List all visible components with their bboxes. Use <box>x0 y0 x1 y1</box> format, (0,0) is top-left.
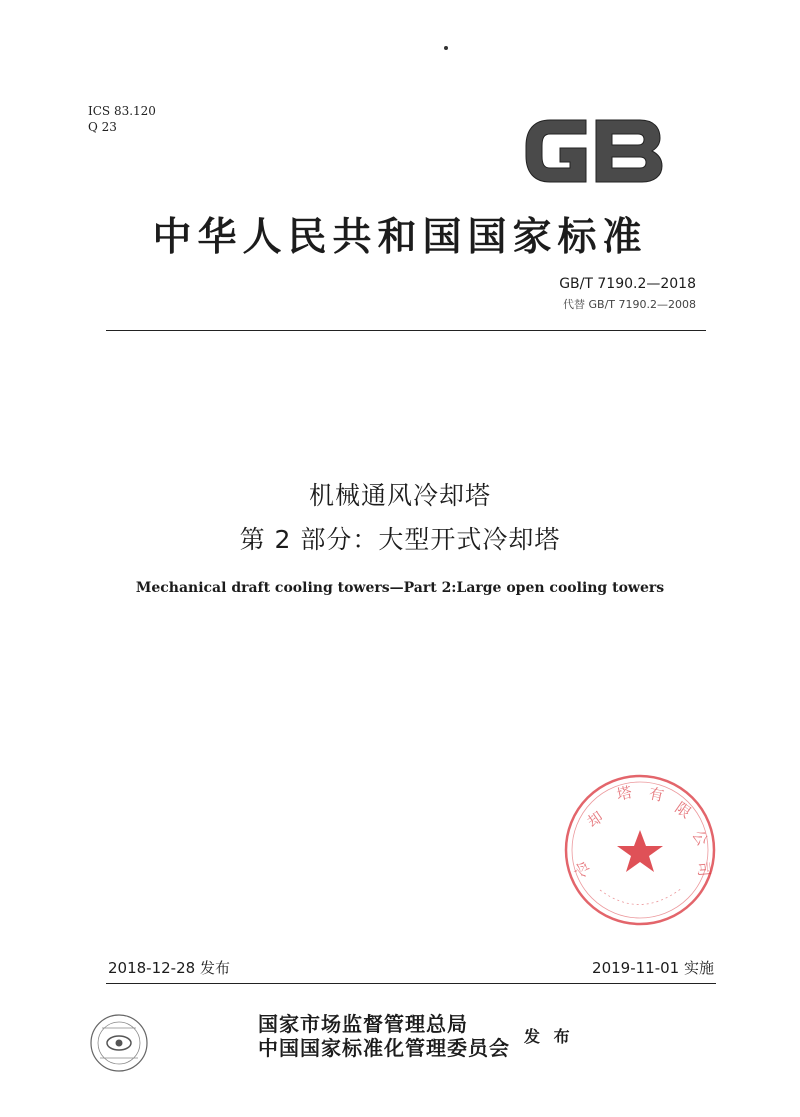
company-seal-stamp <box>560 770 720 930</box>
ccs-code: Q 23 <box>88 120 117 134</box>
svg-text:限: 限 <box>671 798 695 822</box>
title-line-1: 机械通风冷却塔 <box>308 481 491 510</box>
svg-text:塔: 塔 <box>615 783 634 804</box>
english-title: Mechanical draft cooling towers—Part 2:Large open cooling towers <box>135 580 665 596</box>
svg-text:公: 公 <box>688 827 712 850</box>
footer-divider <box>106 983 716 984</box>
publish-label: 发 布 <box>524 1027 574 1046</box>
publisher-sac: 中国国家标准化管理委员会 <box>258 1036 510 1060</box>
gb-logo <box>520 112 666 190</box>
issue-date: 2018-12-28 发布 <box>108 959 230 977</box>
svg-text:冷: 冷 <box>571 858 594 880</box>
standard-name: 中华人民共和国国家标准 <box>152 215 648 260</box>
svg-text:却: 却 <box>583 807 607 832</box>
star-icon <box>617 830 663 872</box>
replaces-standard: 代替 GB/T 7190.2—2008 <box>563 298 696 311</box>
standard-number: GB/T 7190.2—2018 <box>559 276 696 292</box>
scan-speck <box>444 46 448 50</box>
svg-text:司: 司 <box>694 860 714 878</box>
title-line-2: 第 2 部分：大型开式冷却塔 <box>239 525 561 554</box>
publishing-organizations <box>258 1012 510 1060</box>
svg-text:有: 有 <box>647 784 666 806</box>
anti-counterfeit-emblem-icon <box>88 1012 150 1074</box>
classification-codes <box>88 103 156 135</box>
ics-code: ICS 83.120 <box>88 104 156 118</box>
header-divider <box>106 330 706 331</box>
publisher-samr: 国家市场监督管理总局 <box>258 1012 468 1036</box>
implementation-date: 2019-11-01 实施 <box>592 959 714 977</box>
